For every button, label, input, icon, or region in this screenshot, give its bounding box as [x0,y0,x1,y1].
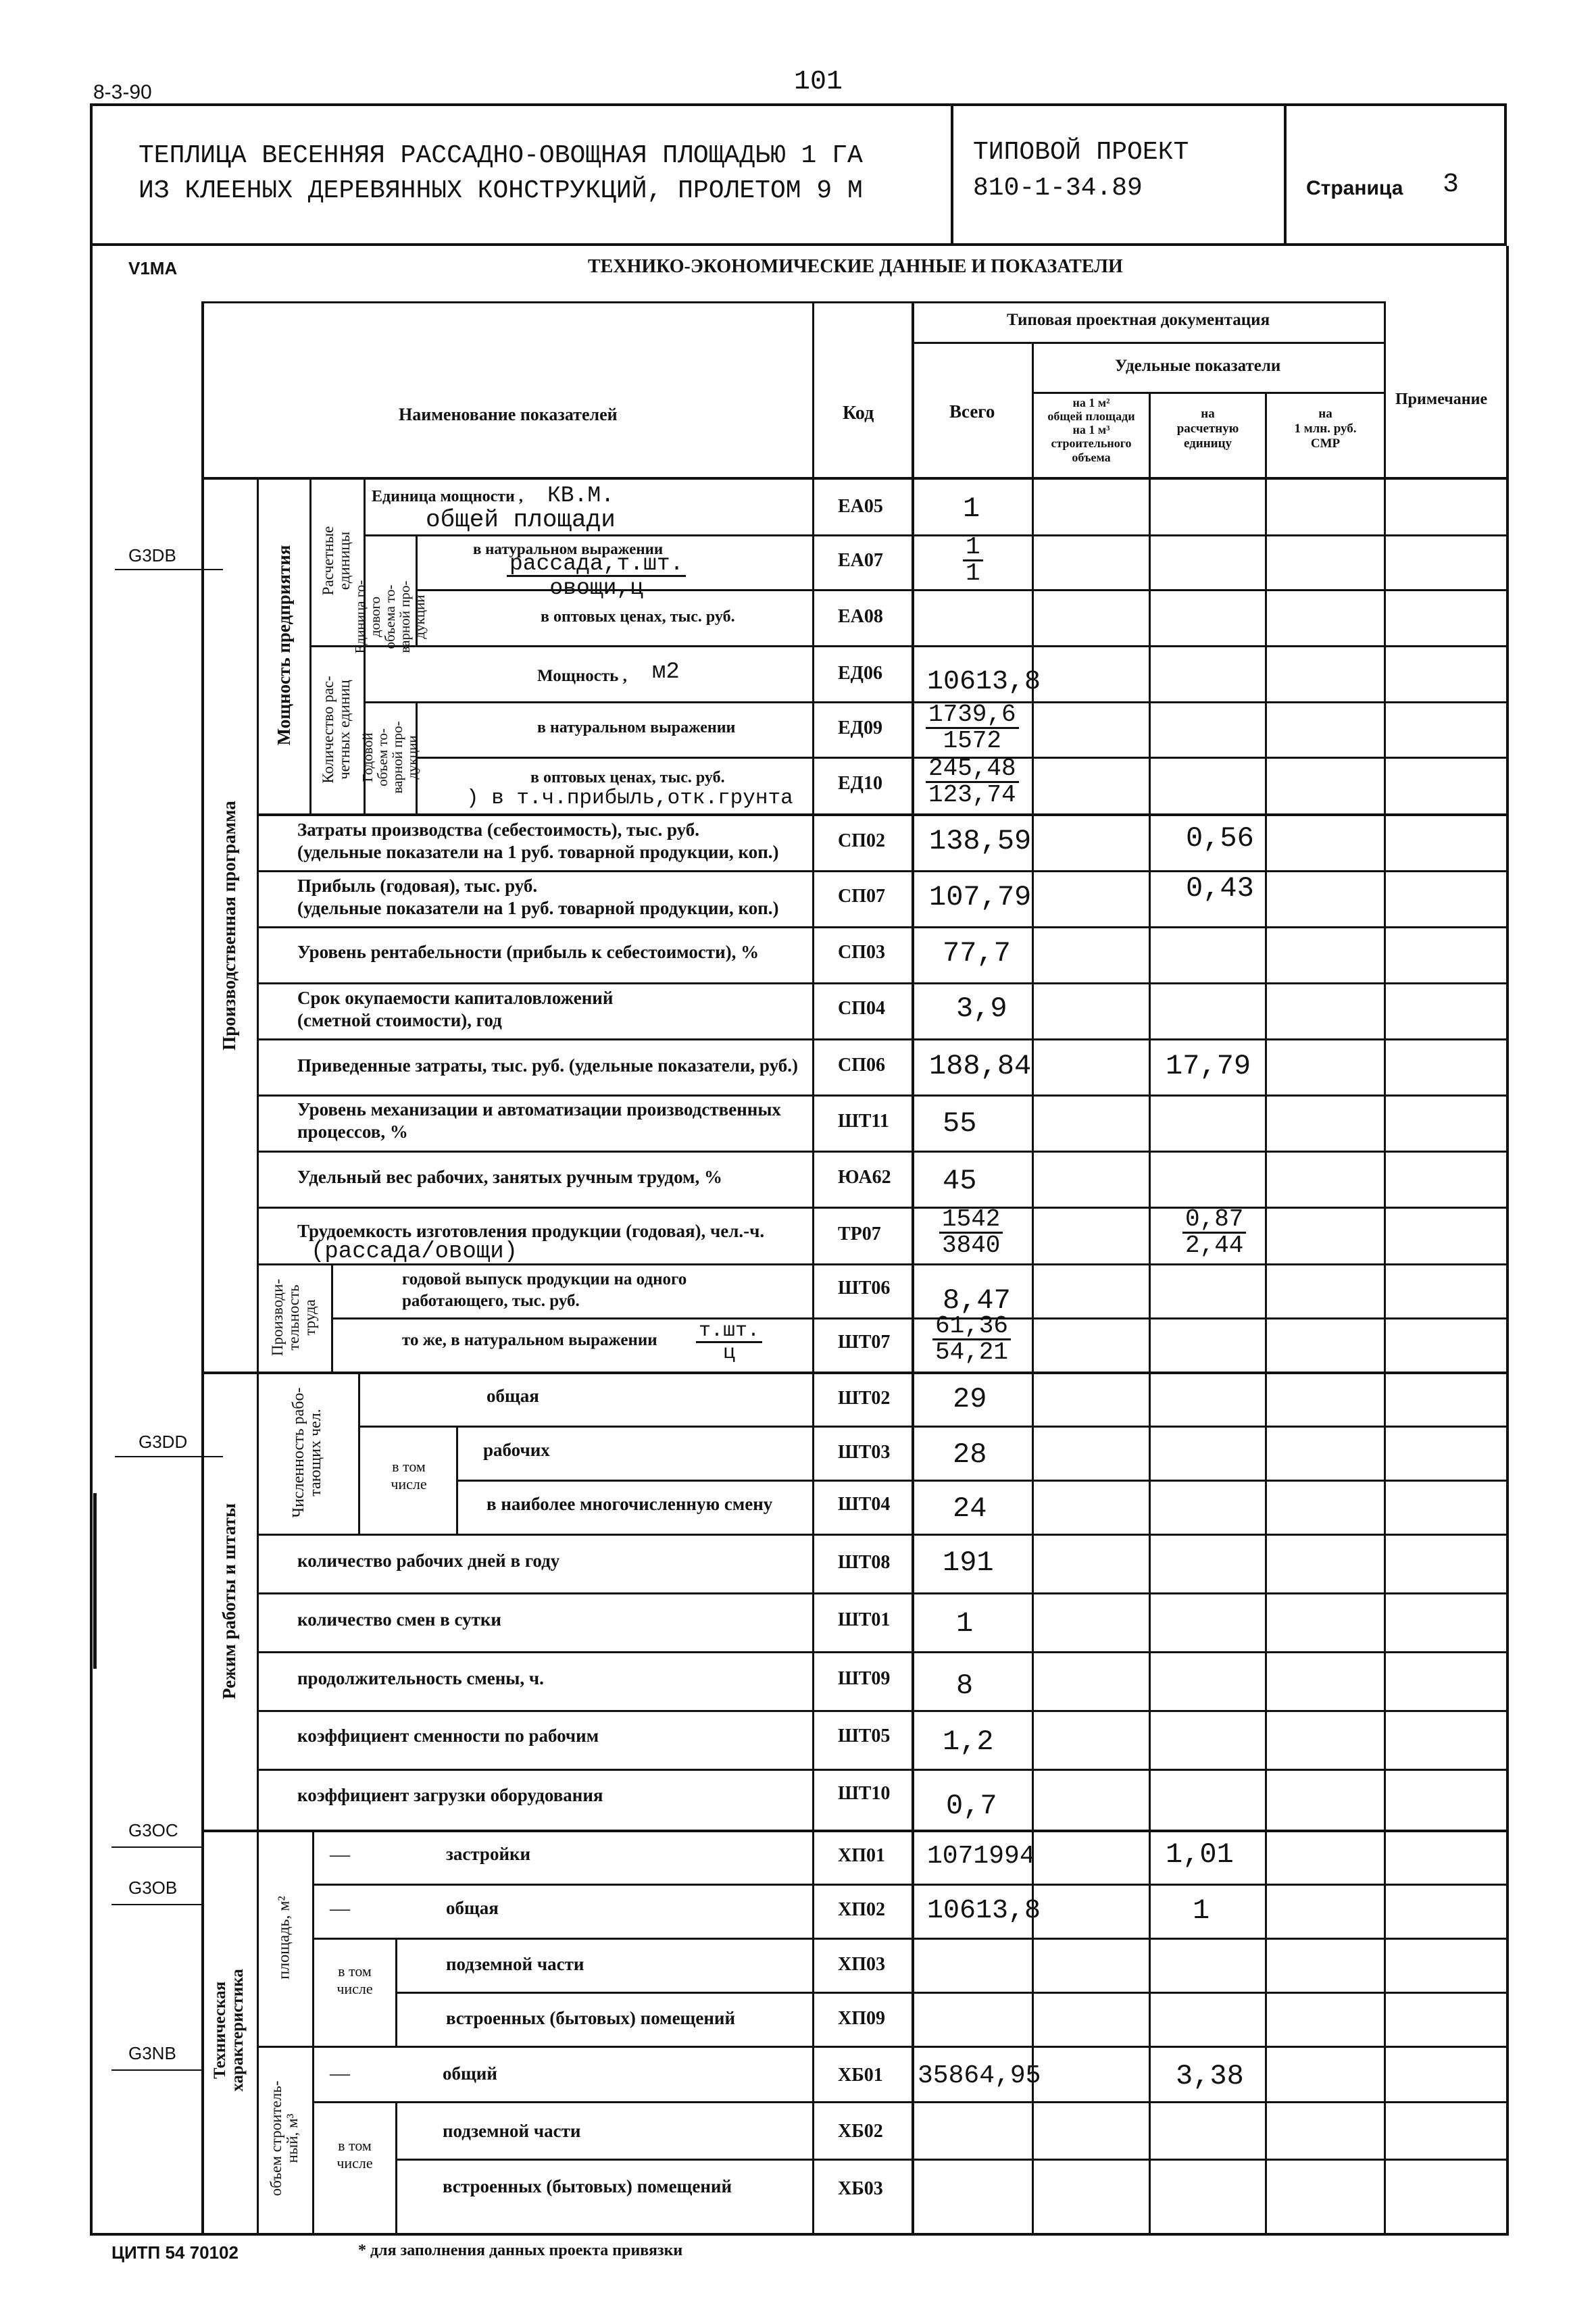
row-sht10-total: 0,7 [946,1790,997,1822]
row-sht11-label-1: Уровень механизации и автоматизации производственных [297,1099,781,1120]
margin-code-g3oc: G3OC [128,1820,178,1840]
row-sht07-units: т.шт. ц [696,1321,762,1365]
col-header-specific: Удельные показатели [1115,357,1281,375]
group-production-program: Производственная программа [218,801,239,1051]
row-sp06-per-unit: 17,79 [1166,1050,1251,1082]
row-ea05-unit: КВ.М. [547,483,615,508]
row-xb02-code: ХБ02 [838,2121,883,2142]
page-number: 101 [794,67,843,97]
row-sht05-total: 1,2 [943,1726,994,1758]
row-sht10-label: коэффициент загрузки оборудования [297,1785,603,1805]
in-total-workers: в том числе [391,1458,427,1493]
row-xp01-dash: — [330,1843,350,1865]
row-ea07-label: в натуральном выражении [473,540,664,557]
page-value: 3 [1443,170,1460,200]
row-sht03-code: ШТ03 [838,1442,891,1463]
row-xp01-label: застройки [446,1844,531,1864]
row-sp07-total: 107,79 [929,881,1032,913]
row-sht06-label-2: работающего, тыс. руб. [402,1292,580,1310]
row-tr07-handwritten: (рассада/овощи) [311,1239,518,1265]
row-ea05-total: 1 [963,493,980,525]
row-sp04-label-1: Срок окупаемости капиталовложений [297,988,614,1008]
margin-code-g3dd: G3DD [139,1432,188,1452]
row-ea07-total: $\frac{1}{1}$ [963,535,983,587]
row-xb01-label: общий [443,2063,497,2084]
row-ed10-label: в оптовых ценах, тыс. руб. [530,769,725,786]
row-yua62-label: Удельный вес рабочих, занятых ручным трудом, % [297,1167,722,1187]
group-calc-units: Расчетные единицы [319,526,353,596]
row-xb02-label: подземной части [443,2121,581,2141]
row-tr07-code: ТР07 [838,1224,881,1244]
row-ea08-label: в оптовых ценах, тыс. руб. [541,608,735,626]
row-sht09-code: ШТ09 [838,1668,891,1689]
row-sp03-label: Уровень рентабельности (прибыль к себестоимости), % [297,942,759,962]
row-sht06-total: 8,47 [943,1284,1011,1317]
row-ea07-units: рассада,т.шт. овощи,ц [507,553,686,601]
row-sht11-code: ШТ11 [838,1111,889,1132]
row-yua62-code: ЮА62 [838,1167,891,1188]
row-sht03-label: рабочих [483,1440,550,1460]
row-ed09-total: $\frac{1739,6}{1572}$ [926,703,1019,755]
footer-note: * для заполнения данных проекта привязки [358,2242,683,2259]
row-sp02-per-unit: 0,56 [1186,822,1254,855]
row-sht04-label: в наиболее многочисленную смену [487,1494,773,1514]
row-sht11-label-2: процессов, % [297,1122,408,1142]
row-xp02-total: 10613,8 [927,1896,1041,1926]
row-sp07-per-unit: 0,43 [1186,872,1254,905]
row-ea05-code: ЕА05 [838,496,883,517]
row-sp06-total: 188,84 [929,1050,1032,1082]
col-header-note: Примечание [1395,391,1488,408]
row-sp07-label-1: Прибыль (годовая), тыс. руб. [297,876,538,896]
row-xp03-label: подземной части [446,1954,584,1974]
row-sp02-label-1: Затраты производства (себестоимость), тыс. руб. [297,820,700,840]
row-ea08-code: ЕА08 [838,606,883,627]
margin-code-g3nb: G3NB [128,2043,176,2063]
row-sht02-code: ШТ02 [838,1388,891,1409]
row-sht03-total: 28 [953,1438,987,1471]
row-ed10-code: ЕД10 [838,773,882,794]
row-ed06-code: ЕД06 [838,663,882,684]
row-sp02-total: 138,59 [929,825,1032,857]
group-workers-count: Численность рабо- тающих чел. [289,1387,324,1518]
row-xp03-code: ХП03 [838,1954,885,1975]
row-sp04-code: СП04 [838,998,885,1019]
row-xp01-total: 1071994 [927,1842,1035,1871]
row-ea05-label: Единица мощности , [372,488,523,505]
group-annual-output: Годовой объем то- варной про- дукции [359,721,421,794]
row-yua62-total: 45 [943,1165,977,1197]
row-sht06-label-1: годовой выпуск продукции на одного [402,1270,687,1288]
col-header-total: Всего [949,401,995,422]
row-ea05-unit-2: общей площади [426,506,616,534]
footer-code: ЦИТП 54 70102 [111,2242,239,2263]
row-sht07-code: ШТ07 [838,1332,891,1353]
row-ed06-total: 10613,8 [927,667,1041,697]
row-ed10-handwritten: ) в т.ч.прибыль,отк.грунта [466,786,793,810]
row-xb03-code: ХБ03 [838,2178,883,2199]
row-xb01-code: ХБ01 [838,2065,883,2086]
row-xb03-label: встроенных (бытовых) помещений [443,2176,732,2196]
row-sht05-code: ШТ05 [838,1726,891,1746]
row-sht06-code: ШТ06 [838,1278,891,1299]
row-sp07-label-2: (удельные показатели на 1 руб. товарной продукции, коп.) [297,898,779,918]
row-sp07-code: СП07 [838,886,885,907]
row-sht04-total: 24 [953,1492,987,1525]
row-xp09-label: встроенных (бытовых) помещений [446,2008,736,2028]
in-total-area: в том числе [336,1963,373,1998]
row-sp04-total: 3,9 [956,992,1007,1025]
row-xb01-dash: — [330,2062,350,2084]
row-sht07-label: то же, в натуральном выражении [402,1331,657,1349]
row-ed09-code: ЕД09 [838,718,882,738]
group-area: площадь, м² [275,1896,293,1980]
row-sht02-total: 29 [953,1383,987,1415]
row-sht07-total: $\frac{61,36}{54,21}$ [932,1314,1011,1366]
margin-code-g3db: G3DB [128,545,176,565]
row-sht05-label: коэффициент сменности по рабочим [297,1726,599,1746]
row-ed06-label: Мощность , [537,667,627,685]
row-sp06-code: СП06 [838,1055,885,1076]
row-xp02-code: ХП02 [838,1899,885,1920]
row-sp04-label-2: (сметной стоимости), год [297,1010,502,1030]
row-sht08-code: ШТ08 [838,1552,891,1573]
project-title-line-1: ТЕПЛИЦА ВЕСЕННЯЯ РАССАДНО-ОВОЩНАЯ ПЛОЩАДЬЮ 1 ГА [139,141,863,170]
col-header-group: Типовая проектная документация [1007,311,1270,329]
row-sht01-total: 1 [956,1607,974,1640]
group-annual-output-unit: Единица го- дового объема то- варной про- дукции [351,580,428,654]
row-xp01-code: ХП01 [838,1845,885,1866]
row-sp03-total: 77,7 [943,937,1011,970]
in-total-volume: в том числе [336,2137,373,2172]
row-xb01-total: 35864,95 [918,2061,1041,2090]
group-capacity: Мощность предприятия [273,545,294,746]
group-mode-staff: Режим работы и штаты [218,1503,239,1700]
row-tr07-label: Трудоемкость изготовления продукции (годовая), чел.-ч. [297,1221,765,1241]
section-left-code: V1MA [128,258,178,278]
row-sht04-code: ШТ04 [838,1494,891,1515]
group-productivity: Производи- тельность труда [268,1278,319,1357]
page-label: Страница [1306,177,1403,199]
col-header-code: Код [843,403,874,424]
row-sht09-label: продолжительность смены, ч. [297,1668,544,1688]
row-sht01-code: ШТ01 [838,1609,891,1630]
row-ed09-label: в натуральном выражении [537,719,736,736]
col-header-name: Наименование показателей [399,405,618,424]
project-type-label: ТИПОВОЙ ПРОЕКТ [973,138,1189,167]
row-sp02-label-2: (удельные показатели на 1 руб. товарной продукции, коп.) [297,842,779,862]
project-title-line-2: ИЗ КЛЕЕНЫХ ДЕРЕВЯННЫХ КОНСТРУКЦИЙ, ПРОЛЕТОМ 9 М [139,176,863,205]
row-sht01-label: количество смен в сутки [297,1609,501,1630]
row-xp02-per-unit: 1 [1193,1894,1210,1927]
project-number: 810-1-34.89 [973,174,1143,203]
row-sht08-label: количество рабочих дней в году [297,1551,560,1571]
row-sp03-code: СП03 [838,942,885,963]
col-header-per-mln: на 1 млн. руб. СМР [1294,407,1357,451]
row-xp09-code: ХП09 [838,2008,885,2029]
section-title: ТЕХНИКО-ЭКОНОМИЧЕСКИЕ ДАННЫЕ И ПОКАЗАТЕЛИ [588,256,1123,277]
row-xp01-per-unit: 1,01 [1166,1838,1234,1871]
row-ed10-total: $\frac{245,48}{123,74}$ [926,757,1019,809]
corner-code: 8-3-90 [93,81,152,103]
row-xb01-per-unit: 3,38 [1176,2060,1244,2092]
row-ed06-unit: м2 [652,659,680,685]
col-header-per-m2: на 1 м² общей площади на 1 м³ строительного объема [1047,396,1135,464]
group-tech-char: Техническая характеристика [210,1969,247,2092]
row-xp02-dash: — [330,1897,350,1919]
row-tr07-per-unit: $\frac{0,87}{2,44}$ [1182,1207,1246,1259]
row-sht08-total: 191 [943,1546,994,1579]
group-calc-units-count: Количество рас- четных единиц [319,676,353,784]
group-volume: объем строитель- ный, м³ [267,2080,301,2196]
row-sht10-code: ШТ10 [838,1783,891,1804]
row-sp02-code: СП02 [838,830,885,851]
col-header-per-unit: на расчетную единицу [1176,407,1239,451]
row-sp06-label: Приведенные затраты, тыс. руб. (удельные показатели, руб.) [297,1055,798,1076]
row-ea07-code: ЕА07 [838,550,883,571]
row-xp02-label: общая [446,1898,499,1918]
row-tr07-total: $\frac{1542}{3840}$ [939,1207,1003,1259]
row-sht11-total: 55 [943,1107,977,1140]
row-sht09-total: 8 [956,1669,974,1702]
margin-code-g3ob: G3OB [128,1878,178,1898]
row-sht02-label: общая [487,1386,539,1406]
title-block [90,103,1507,246]
